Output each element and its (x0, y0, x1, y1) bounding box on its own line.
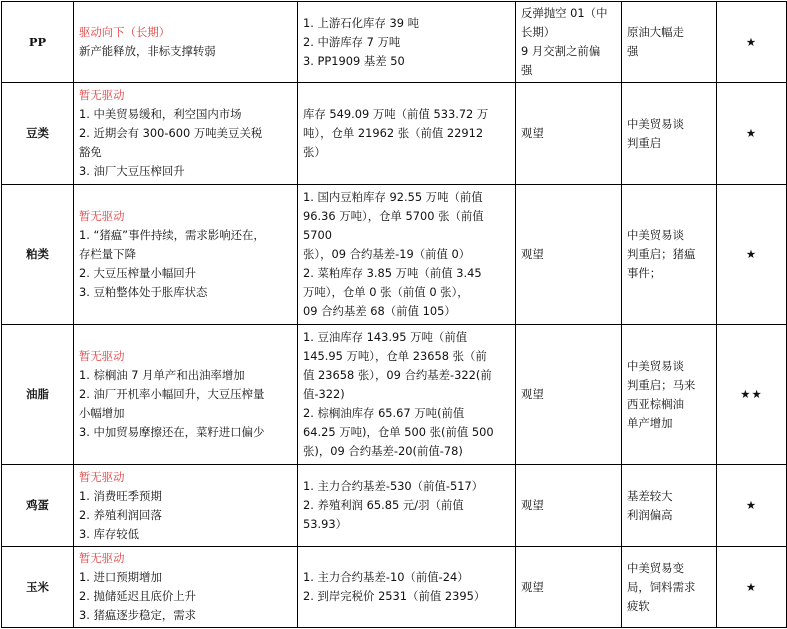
driver-label: 暂无驱动 (79, 551, 125, 565)
data-line: 张），09 合约基差-19（前值 0） (303, 247, 471, 261)
strategy-cell (516, 185, 622, 325)
commodity-name: 豆类 (2, 83, 74, 185)
logic-line: 1. 中美贸易缓和，利空国内市场 (79, 107, 242, 121)
strategy-line: 观望 (521, 126, 544, 140)
data-line: 2. 到岸完税价 2531（前值 2395） (303, 589, 486, 603)
driver-logic-cell (74, 185, 298, 325)
data-line: 吨），仓单 21962 张（前值 22912 (303, 126, 484, 140)
data-line: 2. 菜粕库存 3.85 万吨（前值 3.45 (303, 266, 482, 280)
data-line: 2. 中游库存 7 万吨 (303, 34, 401, 49)
data-cell (298, 325, 516, 465)
driver-label: 驱动向下（长期） (79, 25, 171, 39)
data-line: 145.95 万吨），仓单 23658 张（前 (303, 349, 487, 363)
driver-logic-cell (74, 465, 298, 547)
data-cell (298, 2, 516, 83)
data-cell (298, 547, 516, 628)
data-line: 1. 国内豆粕库存 92.55 万吨（前值 (303, 190, 483, 204)
strategy-cell (516, 325, 622, 465)
data-line: 1. 上游石化库存 39 吨 (303, 15, 419, 30)
commodity-name: 油脂 (2, 325, 74, 465)
commodity-name: 玉米 (2, 547, 74, 628)
logic-line: 存栏量下降 (79, 247, 136, 261)
data-line: 张)，09 合约基差-20(前值-78) (303, 444, 463, 458)
data-line: 张） (303, 145, 326, 159)
strategy-line: 观望 (521, 387, 544, 401)
rating-stars: ★ (717, 83, 787, 185)
events-cell (622, 185, 717, 325)
driver-logic-cell (74, 325, 298, 465)
table-row (2, 83, 787, 185)
rating-stars: ★ (717, 547, 787, 628)
data-line: 2. 养殖利润 65.85 元/羽（前值 (303, 498, 464, 512)
event-line: 中美贸易变 (627, 560, 684, 575)
driver-logic-cell (74, 547, 298, 628)
table-row (2, 185, 787, 325)
event-line: 疲软 (627, 598, 650, 613)
table-row (2, 465, 787, 547)
events-cell (622, 2, 717, 83)
events-cell (622, 325, 717, 465)
data-line: 09 合约基差 68（前值 105） (303, 304, 456, 318)
driver-logic-cell (74, 83, 298, 185)
logic-line: 3. 猪瘟逐步稳定，需求 (79, 608, 197, 622)
data-cell (298, 465, 516, 547)
driver-label: 暂无驱动 (79, 469, 125, 484)
logic-line: 2. 油厂开机率小幅回升，大豆压榨量 (79, 387, 265, 401)
logic-line: 2. 大豆压榨量小幅回升 (79, 266, 197, 280)
commodity-name: 粕类 (2, 185, 74, 325)
data-line: 3. PP1909 基差 50 (303, 53, 405, 68)
event-line: 判重启；猪瘟 (627, 247, 696, 261)
event-line: 中美贸易谈 (627, 228, 684, 242)
data-line: 64.25 万吨)，仓单 500 张(前值 500 (303, 425, 494, 439)
event-line: 单产增加 (627, 415, 673, 430)
strategy-line: 观望 (521, 498, 544, 512)
data-line: 库存 549.09 万吨（前值 533.72 万 (303, 107, 489, 121)
event-line: 利润偏高 (627, 507, 673, 522)
table-body (2, 2, 787, 628)
logic-line: 新产能释放，非标支撑转弱 (79, 44, 216, 58)
data-line: 96.36 万吨），仓单 5700 张（前值 (303, 209, 484, 223)
rating-stars: ★ (717, 2, 787, 83)
logic-line: 1. 进口预期增加 (79, 570, 162, 584)
driver-label: 暂无驱动 (79, 88, 125, 102)
event-line: 中美贸易谈 (627, 116, 684, 131)
logic-line: 小幅增加 (79, 406, 125, 420)
event-line: 判重启；马来 (627, 377, 696, 392)
driver-label: 暂无驱动 (79, 349, 125, 363)
data-line: 1. 主力合约基差-530（前值-517） (303, 479, 484, 493)
logic-line: 3. 油厂大豆压榨回升 (79, 164, 185, 178)
events-cell (622, 547, 717, 628)
logic-line: 3. 豆粕整体处于胀库状态 (79, 285, 208, 299)
data-line: 1. 主力合约基差-10（前值-24） (303, 570, 469, 584)
events-cell (622, 83, 717, 185)
data-line: 2. 棕榈油库存 65.67 万吨(前值 (303, 406, 465, 420)
driver-logic-cell (74, 2, 298, 83)
strategy-line: 9 月交割之前偏 (521, 44, 601, 58)
logic-line: 1. 消费旺季预期 (79, 488, 162, 503)
event-line: 事件； (627, 266, 662, 280)
logic-line: 1. “猪瘟”事件持续，需求影响还在， (79, 228, 265, 242)
commodity-name: 鸡蛋 (2, 465, 74, 547)
commodity-strategy-table (1, 1, 787, 628)
table-row (2, 547, 787, 628)
logic-line: 3. 中加贸易摩擦还在，菜籽进口偏少 (79, 425, 265, 439)
strategy-cell (516, 547, 622, 628)
strategy-cell (516, 83, 622, 185)
strategy-line: 观望 (521, 579, 544, 594)
logic-line: 豁免 (79, 145, 102, 159)
data-line: 1. 豆油库存 143.95 万吨（前值 (303, 330, 468, 344)
rating-stars: ★ (717, 465, 787, 547)
rating-stars: ★ (717, 185, 787, 325)
data-line: 值-322) (303, 387, 345, 401)
event-line: 局，饲料需求 (627, 579, 696, 594)
data-line: 万吨），仓单 0 张（前值 0 张）， (303, 285, 469, 299)
event-line: 原油大幅走 (627, 25, 684, 39)
events-cell (622, 465, 717, 547)
table-row (2, 2, 787, 83)
logic-line: 2. 抛储延迟且底价上升 (79, 589, 197, 603)
logic-line: 2. 近期会有 300-600 万吨美豆关税 (79, 126, 263, 140)
rating-stars: ★★ (717, 325, 787, 465)
strategy-line: 反弹抛空 01（中 (521, 6, 608, 20)
strategy-line: 观望 (521, 247, 544, 261)
strategy-line: 长期） (521, 25, 556, 39)
logic-line: 3. 库存较低 (79, 526, 140, 541)
strategy-cell (516, 2, 622, 83)
data-line: 值 23658 张），09 合约基差-322(前 (303, 368, 492, 382)
event-line: 中美贸易谈 (627, 358, 684, 373)
commodity-name: PP (2, 2, 74, 83)
data-cell (298, 83, 516, 185)
strategy-cell (516, 465, 622, 547)
logic-line: 2. 养殖利润回落 (79, 507, 162, 522)
driver-label: 暂无驱动 (79, 209, 125, 223)
event-line: 西亚棕榈油 (627, 396, 684, 411)
table-row (2, 325, 787, 465)
data-line: 5700 (303, 228, 332, 242)
data-cell (298, 185, 516, 325)
strategy-line: 强 (521, 63, 533, 77)
event-line: 强 (627, 44, 639, 58)
data-line: 53.93） (303, 517, 347, 531)
logic-line: 1. 棕榈油 7 月单产和出油率增加 (79, 368, 245, 382)
event-line: 基差较大 (627, 488, 673, 503)
event-line: 判重启 (627, 135, 662, 150)
